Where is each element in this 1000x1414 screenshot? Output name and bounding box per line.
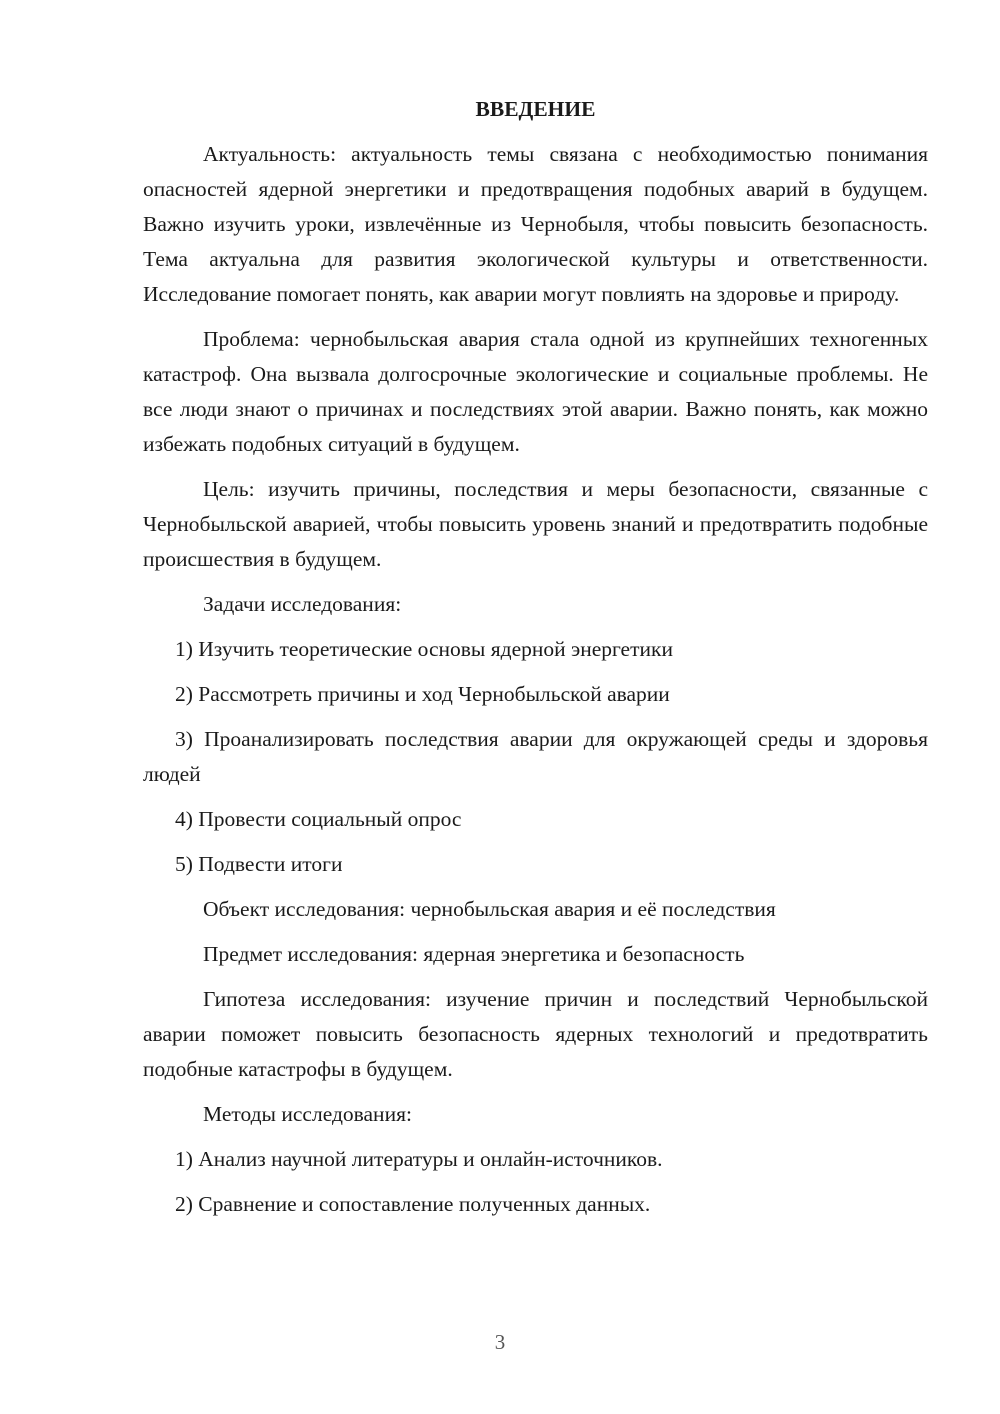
list-item: 1) Анализ научной литературы и онлайн-источников. <box>175 1147 663 1171</box>
research-subject: Предмет исследования: ядерная энергетика и безопасность <box>203 942 745 966</box>
relevance-paragraph: Актуальность: актуальность темы связана с необходимостью понимания опасностей ядерной энергетики и предотвращения подобных аварий в будущем. Важно изучить уроки, извлечённые из Чернобыля, чтобы повысить безопасность. Тема актуальна для развития экологической культуры и ответственности. Исследование помогает понять, как аварии могут повлиять на здоровье и природу. <box>143 142 928 306</box>
page-title: ВВЕДЕНИЕ <box>475 97 596 121</box>
methods-label: Методы исследования: <box>203 1102 412 1126</box>
tasks-list <box>143 632 928 882</box>
page-number: 3 <box>494 1330 506 1354</box>
methods-list <box>143 1142 928 1222</box>
list-item: 2) Рассмотреть причины и ход Чернобыльской аварии <box>175 682 670 706</box>
list-item: 4) Провести социальный опрос <box>175 807 462 831</box>
research-object: Объект исследования: чернобыльская авария и её последствия <box>203 897 776 921</box>
list-item: 3) Проанализировать последствия аварии для окружающей среды и здоровья людей <box>143 727 928 786</box>
hypothesis-paragraph: Гипотеза исследования: изучение причин и последствий Чернобыльской аварии поможет повысить безопасность ядерных технологий и предотвратить подобные катастрофы в будущем. <box>143 987 928 1081</box>
goal-paragraph: Цель: изучить причины, последствия и меры безопасности, связанные с Чернобыльской аварией, чтобы повысить уровень знаний и предотвратить подобные происшествия в будущем. <box>143 477 928 571</box>
tasks-label: Задачи исследования: <box>203 592 402 616</box>
list-item: 2) Сравнение и сопоставление полученных данных. <box>175 1192 651 1216</box>
problem-paragraph: Проблема: чернобыльская авария стала одной из крупнейших техногенных катастроф. Она вызвала долгосрочные экологические и социальные проблемы. Не все люди знают о причинах и последствиях этой аварии. Важно понять, как можно избежать подобных ситуаций в будущем. <box>143 327 928 456</box>
list-item: 5) Подвести итоги <box>175 852 343 876</box>
document-page <box>143 92 928 1232</box>
list-item: 1) Изучить теоретические основы ядерной энергетики <box>175 637 673 661</box>
